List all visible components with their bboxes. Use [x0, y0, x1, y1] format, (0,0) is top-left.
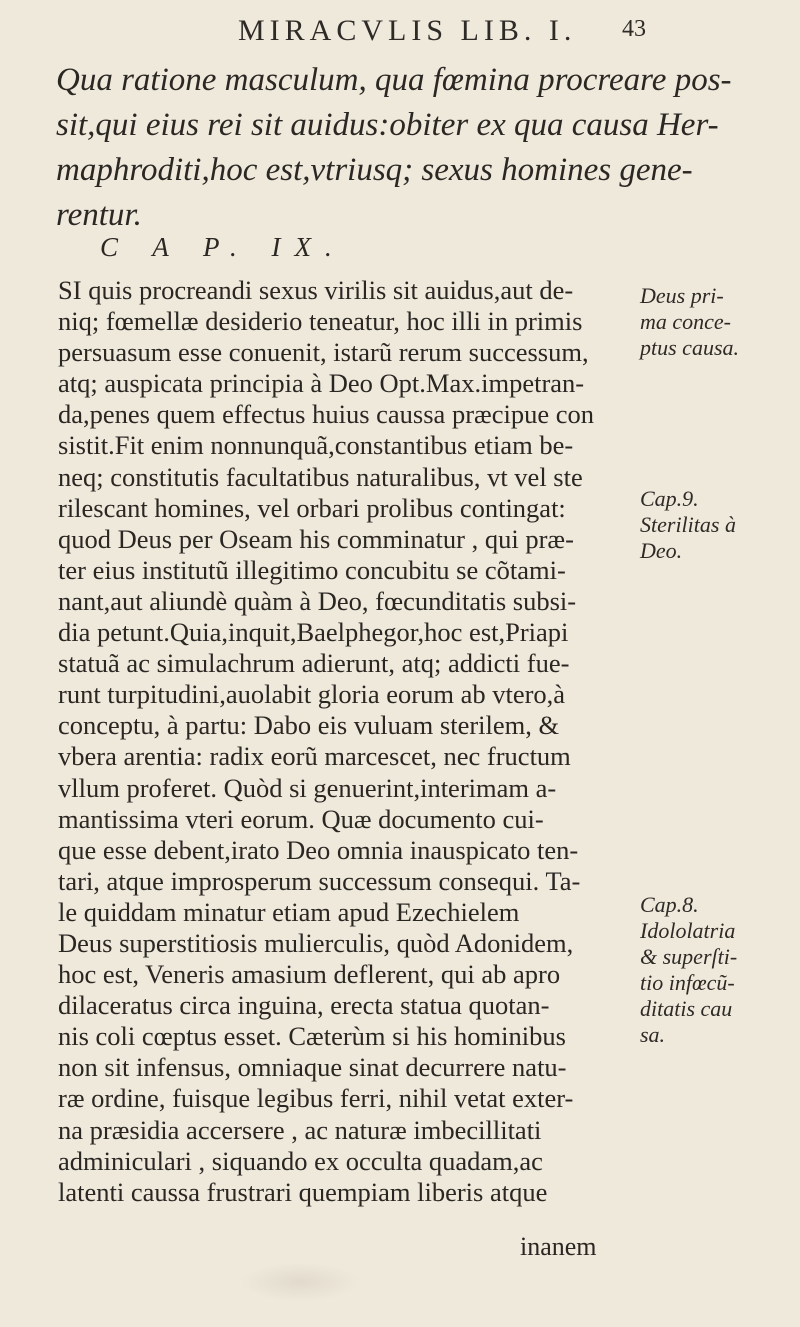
marginal-note-line: ma conce- [640, 309, 732, 334]
marginal-note [640, 283, 795, 361]
text-line: na præsidia accersere , ac naturæ imbecillitati [58, 1114, 542, 1145]
text-line: neq; constitutis facultatibus naturalibus, vt vel ste [58, 461, 583, 492]
text-line: conceptu, à partu: Dabo eis vuluam sterilem, & [58, 710, 560, 741]
text-line: runt turpitudini,auolabit gloria eorum ab vtero,à [58, 679, 566, 710]
text-line: quod Deus per Oseam his comminatur , qui præ- [58, 523, 574, 554]
text-line: dilaceratus circa inguina, erecta statua quotan- [58, 990, 550, 1021]
marginal-note-line: Cap.9. [640, 486, 699, 511]
running-head [0, 14, 800, 54]
marginal-note [640, 486, 795, 564]
text-line: ter eius institutũ illegitimo concubitu se cõtami- [58, 554, 566, 585]
text-line: da,penes quem effectus huius caussa præcipue con [58, 399, 594, 430]
body-text [58, 275, 618, 1208]
text-line: SI quis procreandi sexus virilis sit auidus,aut de- [58, 275, 574, 305]
marginal-note-line: ptus causa. [640, 335, 739, 360]
marginal-note [640, 892, 795, 1048]
text-line: le quiddam minatur etiam apud Ezechielem [58, 896, 520, 927]
marginal-note-line: Deo. [640, 538, 683, 563]
text-line: mantissima vteri eorum. Quæ documento cui- [58, 803, 544, 834]
text-line: dia petunt.Quia,inquit,Baelphegor,hoc est,Priapi [58, 617, 569, 648]
marginal-note-line: sa. [640, 1022, 666, 1047]
chapter-heading-line: rentur. [56, 197, 142, 233]
text-line: rilescant homines, vel orbari prolibus contingat: [58, 492, 566, 523]
chapter-heading-line: Qua ratione masculum, qua fœmina procreare pos- [56, 62, 732, 98]
chapter-heading-line: sit,qui eius rei sit auidus:obiter ex qua causa Her- [56, 107, 719, 143]
marginal-note-line: Deus pri- [640, 283, 724, 308]
text-line: persuasum esse conuenit, istarũ rerum successum, [58, 337, 589, 368]
text-line: atq; auspicata principia à Deo Opt.Max.impetran- [58, 368, 585, 399]
text-line: tari, atque improsperum successum consequi. Ta- [58, 865, 581, 896]
marginal-note-line: ditatis cau [640, 996, 733, 1021]
text-line: Deus superstitiosis mulierculis, quòd Adonidem, [58, 927, 574, 958]
marginal-note-line: Idololatria [640, 918, 736, 943]
text-line: adminiculari , siquando ex occulta quadam,ac [58, 1145, 543, 1176]
catchword: inanem [520, 1232, 597, 1261]
text-line: nant,aut aliundè quàm à Deo, fœcunditatis subsi- [58, 585, 577, 616]
marginal-note-line: Sterilitas à [640, 512, 736, 537]
text-line: niq; fœmellæ desiderio teneatur, hoc illi in primis [58, 306, 583, 337]
text-line: sistit.Fit enim nonnunquã,constantibus etiam be- [58, 430, 574, 461]
text-line: hoc est, Veneris amasium deflerent, qui ab apro [58, 959, 561, 990]
marginal-note-line: tio infœcũ- [640, 970, 735, 995]
text-line: ræ ordine, fuisque legibus ferri, nihil vetat exter- [58, 1083, 574, 1114]
text-line: vbera arentia: radix eorũ marcescet, nec fructum [58, 741, 571, 772]
text-line: nis coli cœptus esset. Cæterùm si his hominibus [58, 1021, 566, 1052]
text-line: que esse debent,irato Deo omnia inauspicato ten- [58, 834, 579, 865]
text-line: vllum proferet. Quòd si genuerint,interimam a- [58, 772, 557, 803]
page-number: 43 [622, 16, 646, 42]
marginal-note-line: Cap.8. [640, 892, 699, 917]
chapter-number: C A P. IX. [100, 232, 346, 262]
paper-stain [240, 1262, 360, 1302]
text-line: statuã ac simulachrum adierunt, atq; addicti fue- [58, 648, 570, 679]
running-title: MIRACVLIS LIB. I. [238, 14, 577, 47]
text-line: latenti caussa frustrari quempiam liberis atque [58, 1176, 548, 1207]
text-line: non sit infensus, omniaque sinat decurrere natu- [58, 1052, 567, 1083]
chapter-heading [56, 58, 732, 238]
marginal-note-line: & superſti- [640, 944, 738, 969]
chapter-heading-line: maphroditi,hoc est,vtriusq; sexus homines gene- [56, 152, 693, 188]
